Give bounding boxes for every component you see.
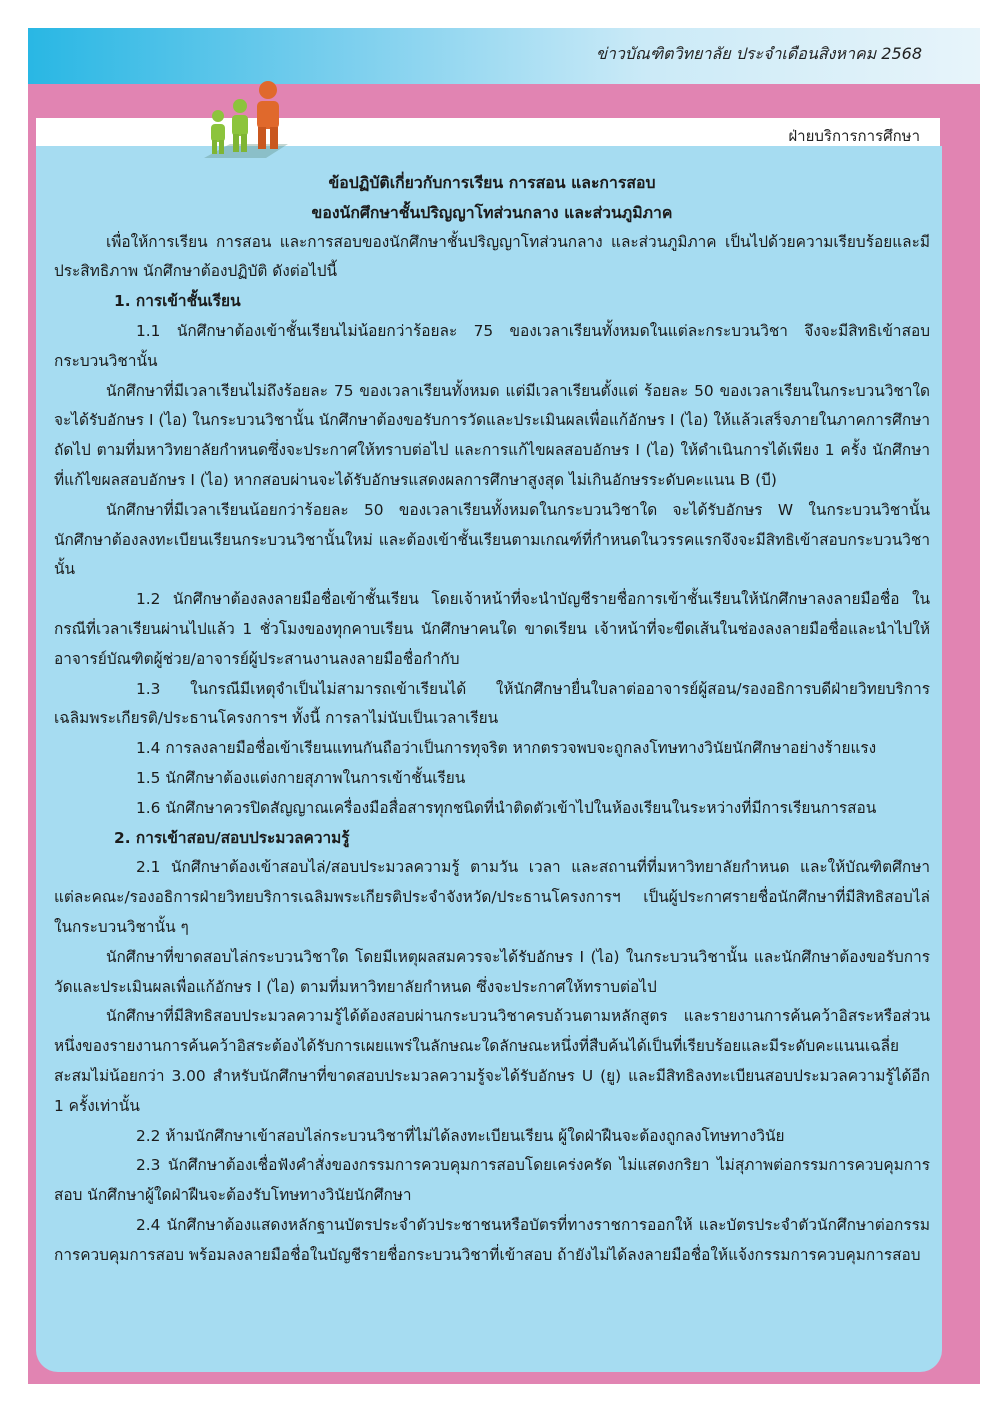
clause-2-4: 2.4 นักศึกษาต้องแสดงหลักฐานบัตรประจำตัวประชาชนหรือบัตรที่ทางราชการออกให้ และบัตรประจำตัวนักศึกษาต่อกรรมการควบคุมการสอบ พร้อมลงลายมือชื่อในบัญชีรายชื่อกระบวนวิชาที่เข้าสอบ ถ้ายังไม่ได้ลงลายมือชื่อให้แจ้งกรรมการควบคุมการสอบ — [54, 1215, 930, 1264]
section-heading-attendance: 1. การเข้าชั้นเรียน — [114, 292, 241, 311]
newsletter-title: ข่าวบัณฑิตวิทยาลัย ประจำเดือนสิงหาคม 2568 — [595, 44, 922, 63]
clause-2-2: 2.2 ห้ามนักศึกษาเข้าสอบไล่กระบวนวิชาที่ไม่ได้ลงทะเบียนเรียน ผู้ใดฝ่าฝืนจะต้องถูกลงโทษทางวินัย — [136, 1126, 785, 1145]
people-figures-icon — [196, 80, 296, 162]
clause-1-1-paragraph-2: นักศึกษาที่มีเวลาเรียนไม่ถึงร้อยละ 75 ของเวลาเรียนทั้งหมด แต่มีเวลาเรียนตั้งแต่ ร้อยละ 50 ของเวลาเรียนในกระบวนวิชาใด จะได้รับอักษร I (ไอ) ในกระบวนวิชานั้น นักศึกษาต้องขอรับการวัดและประเมินผลเพื่อแก้อักษร I (ไอ) ให้แล้วเสร็จภายในภาคการศึกษาถัดไป ตามที่มหาวิทยาลัยกำหนดซึ่งจะประกาศให้ทราบต่อไป และการแก้ไขผลสอบอักษร I (ไอ) ให้ดำเนินการได้เพียง 1 ครั้ง นักศึกษาที่แก้ไขผลสอบอักษร I (ไอ) หากสอบผ่านจะได้รับอักษรแสดงผลการศึกษาสูงสุด ไม่เกินอักษรระดับคะแนน B (บี) — [54, 381, 930, 489]
clause-2-1: 2.1 นักศึกษาต้องเข้าสอบไล่/สอบประมวลความรู้ ตามวัน เวลา และสถานที่ที่มหาวิทยาลัยกำหนด และให้บัณฑิตศึกษาแต่ละคณะ/รองอธิการฝ่ายวิทยบริการเฉลิมพระเกียรติประจำจังหวัด/ประธานโครงการฯ เป็นผู้ประกาศรายชื่อนักศึกษาที่มีสิทธิสอบไล่ในกระบวนวิชานั้น ๆ — [54, 858, 930, 936]
document-title-line2: ของนักศึกษาชั้นปริญญาโทส่วนกลาง และส่วนภูมิภาค — [311, 202, 673, 222]
clause-1-5: 1.5 นักศึกษาต้องแต่งกายสุภาพในการเข้าชั้นเรียน — [136, 768, 466, 787]
clause-2-1-paragraph-2: นักศึกษาที่ขาดสอบไล่กระบวนวิชาใด โดยมีเหตุผลสมควรจะได้รับอักษร I (ไอ) ในกระบวนวิชานั้น และนักศึกษาต้องขอรับการวัดและประเมินผลเพื่อแก้อักษร I (ไอ) ตามที่มหาวิทยาลัยกำหนด ซึ่งจะประกาศให้ทราบต่อไป — [54, 947, 930, 996]
clause-1-1: 1.1 นักศึกษาต้องเข้าชั้นเรียนไม่น้อยกว่าร้อยละ 75 ของเวลาเรียนทั้งหมดในแต่ละกระบวนวิชา จึงจะมีสิทธิเข้าสอบกระบวนวิชานั้น — [54, 321, 930, 370]
clause-1-2: 1.2 นักศึกษาต้องลงลายมือชื่อเข้าชั้นเรียน โดยเจ้าหน้าที่จะนำบัญชีรายชื่อการเข้าชั้นเรียนให้นักศึกษาลงลายมือชื่อ ในกรณีที่เวลาเรียนผ่านไปแล้ว 1 ชั่วโมงของทุกคาบเรียน นักศึกษาคนใด ขาดเรียน เจ้าหน้าที่จะขีดเส้นในช่องลงลายมือชื่อและนำไปให้อาจารย์บัณฑิตผู้ช่วย/อาจารย์ผู้ประสานงานลงลายมือชื่อกำกับ — [54, 590, 930, 668]
document-title-line1: ข้อปฏิบัติเกี่ยวกับการเรียน การสอน และการสอบ — [328, 173, 656, 192]
clause-2-1-paragraph-3: นักศึกษาที่มีสิทธิสอบประมวลความรู้ได้ต้องสอบผ่านกระบวนวิชาครบถ้วนตามหลักสูตร และรายงานการค้นคว้าอิสระหรือส่วนหนึ่งของรายงานการค้นคว้าอิสระต้องได้รับการเผยแพร่ในลักษณะใดลักษณะหนึ่งที่สืบค้นได้เป็นที่เรียบร้อยและมีระดับคะแนนเฉลี่ยสะสมไม่น้อยกว่า 3.00 สำหรับนักศึกษาที่ขาดสอบประมวลความรู้จะได้รับอักษร U (ยู) และมีสิทธิลงทะเบียนสอบประมวลความรู้ได้อีก 1 ครั้งเท่านั้น — [54, 1007, 930, 1115]
section-heading-exams: 2. การเข้าสอบ/สอบประมวลความรู้ — [114, 828, 350, 847]
clause-1-3: 1.3 ในกรณีมีเหตุจำเป็นไม่สามารถเข้าเรียนได้ ให้นักศึกษายื่นใบลาต่ออาจารย์ผู้สอน/รองอธิการบดีฝ่ายวิทยบริการเฉลิมพระเกียรติ/ประธานโครงการฯ ทั้งนี้ การลาไม่นับเป็นเวลาเรียน — [54, 679, 930, 728]
document-body — [54, 168, 930, 1270]
department-label: ฝ่ายบริการการศึกษา — [788, 127, 920, 145]
clause-1-4: 1.4 การลงลายมือชื่อเข้าเรียนแทนกันถือว่าเป็นการทุจริต หากตรวจพบจะถูกลงโทษทางวินัยนักศึกษาอย่างร้ายแรง — [136, 739, 877, 758]
clause-1-6: 1.6 นักศึกษาควรปิดสัญญาณเครื่องมือสื่อสารทุกชนิดที่นำติดตัวเข้าไปในห้องเรียนในระหว่างที่มีการเรียนการสอน — [136, 798, 877, 817]
clause-2-3: 2.3 นักศึกษาต้องเชื่อฟังคำสั่งของกรรมการควบคุมการสอบโดยเคร่งครัด ไม่แสดงกริยา ไม่สุภาพต่อกรรมการควบคุมการสอบ นักศึกษาผู้ใดฝ่าฝืนจะต้องรับโทษทางวินัยนักศึกษา — [54, 1156, 930, 1205]
intro-paragraph: เพื่อให้การเรียน การสอน และการสอบของนักศึกษาชั้นปริญญาโทส่วนกลาง และส่วนภูมิภาค เป็นไปด้วยความเรียบร้อยและมีประสิทธิภาพ นักศึกษาต้องปฏิบัติ ดังต่อไปนี้ — [54, 232, 930, 281]
clause-1-1-paragraph-3: นักศึกษาที่มีเวลาเรียนน้อยกว่าร้อยละ 50 ของเวลาเรียนทั้งหมดในกระบวนวิชาใด จะได้รับอักษร W ในกระบวนวิชานั้น นักศึกษาต้องลงทะเบียนเรียนกระบวนวิชานั้นใหม่ และต้องเข้าชั้นเรียนตามเกณฑ์ที่กำหนดในวรรคแรกจึงจะมีสิทธิเข้าสอบกระบวนวิชานั้น — [54, 500, 930, 579]
